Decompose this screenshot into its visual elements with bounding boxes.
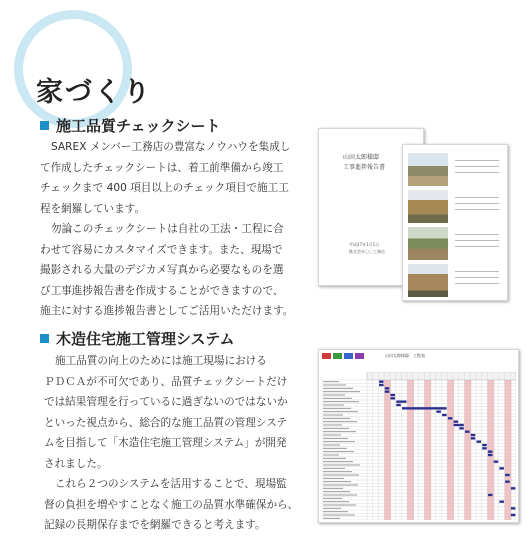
- square-bullet-icon: [40, 121, 49, 130]
- schedule-task-bar: [499, 467, 504, 469]
- text-line: SAREX メンバー工務店の豊富なノウハウを集成し: [51, 141, 291, 153]
- schedule-task-label: [323, 381, 339, 382]
- decorative-circle: [14, 10, 132, 128]
- schedule-task-bar: [476, 441, 481, 443]
- schedule-task-bar: [391, 394, 396, 396]
- schedule-task-label: [323, 438, 348, 439]
- text-line: 程を網羅しています。: [40, 202, 146, 215]
- page-title: 家づくり: [36, 77, 152, 108]
- schedule-task-bar: [459, 427, 464, 429]
- text-line: では結果管理を行っているに過ぎないのではないか: [44, 396, 288, 408]
- site-photo: [408, 264, 448, 297]
- text-line: チェックまで 400 項目以上のチェック項目で施工工: [40, 182, 289, 194]
- schedule-task-bar: [511, 507, 516, 509]
- schedule-task-label: [323, 398, 352, 399]
- photo-caption-lines: [455, 192, 499, 222]
- text-line: ムを目指して「木造住宅施工管理システム」が開発: [44, 437, 287, 449]
- schedule-task-label: [323, 475, 359, 476]
- text-line: わせて容易にカスタマイズできます。また、現場で: [40, 243, 283, 256]
- schedule-task-bar: [379, 384, 384, 386]
- schedule-task-label: [323, 428, 349, 429]
- schedule-task-label: [323, 445, 340, 446]
- cover-title-line: 工事進捗報告書: [343, 164, 386, 171]
- schedule-task-bar: [471, 434, 476, 436]
- schedule-task-label: [323, 518, 340, 519]
- schedule-task-label: [323, 515, 355, 516]
- schedule-task-label: [323, 425, 342, 426]
- schedule-task-label: [323, 415, 343, 416]
- photo-caption-lines: [455, 266, 499, 296]
- schedule-task-bar: [488, 454, 493, 456]
- schedule-task-bar: [488, 494, 493, 496]
- schedule-task-bar: [465, 431, 470, 433]
- schedule-task-label: [323, 461, 353, 462]
- photo-caption-lines: [455, 229, 499, 259]
- schedule-task-label: [323, 451, 354, 452]
- schedule-task-bar: [499, 501, 504, 503]
- text-line: これら２つのシステムを活用することで、現場監: [55, 478, 287, 490]
- text-line: 施工品質の向上のためには施工現場における: [55, 355, 267, 367]
- schedule-task-bar: [396, 404, 401, 406]
- schedule-task-label: [323, 411, 358, 412]
- site-photo: [408, 153, 448, 186]
- schedule-task-label: [323, 478, 344, 479]
- schedule-task-label: [323, 465, 360, 466]
- schedule-task-bar: [385, 391, 390, 393]
- schedule-task-bar: [436, 411, 441, 413]
- section-heading-text: 木造住宅施工管理システム: [56, 330, 235, 348]
- cover-meta-line: 平成27年1月1日: [349, 242, 380, 247]
- schedule-task-label: [323, 418, 350, 419]
- text-line: 施主に対する進捗報告書としてご活用いただけます。: [40, 305, 294, 317]
- schedule-task-label: [323, 508, 341, 509]
- report-cover-title: [343, 153, 385, 173]
- schedule-task-label: [323, 408, 351, 409]
- schedule-task-label: [323, 391, 360, 392]
- schedule-task-bar: [402, 407, 447, 409]
- schedule-task-label: [323, 511, 348, 512]
- text-line: 督の負担を増やすことなく施工の品質水準確保から、: [44, 498, 299, 511]
- schedule-chart-thumbnail: [318, 349, 519, 523]
- schedule-task-bar: [471, 437, 476, 439]
- schedule-task-label: [323, 468, 345, 469]
- text-line: て作成したチェックシートは、着工前準備から竣工: [40, 161, 284, 174]
- schedule-task-bar: [494, 461, 499, 463]
- schedule-task-label: [323, 488, 343, 489]
- section-management-system-heading: [40, 328, 235, 349]
- schedule-task-bar: [391, 397, 396, 399]
- cover-meta-line: 株式会社〇〇工務店: [349, 249, 385, 254]
- schedule-task-bar: [448, 417, 453, 419]
- site-photo: [408, 190, 448, 223]
- report-cover-meta: [349, 241, 385, 255]
- cover-title-line: 山田太郎様邸: [343, 154, 380, 161]
- schedule-task-label: [323, 505, 356, 506]
- schedule-task-label: [323, 448, 347, 449]
- schedule-task-label: [323, 388, 353, 389]
- site-photo: [408, 227, 448, 260]
- schedule-task-label: [323, 431, 356, 432]
- schedule-task-label: [323, 501, 349, 502]
- status-tag: [355, 353, 364, 359]
- text-line: といった視点から、総合的な施工品質の管理システ: [44, 416, 288, 429]
- schedule-task-label: [323, 491, 350, 492]
- section-heading-text: 施工品質チェックシート: [56, 117, 221, 135]
- schedule-task-bar: [482, 444, 487, 446]
- schedule-task-bar: [454, 421, 459, 423]
- schedule-task-label: [323, 395, 345, 396]
- schedule-task-bar: [379, 381, 384, 383]
- square-bullet-icon: [40, 334, 49, 343]
- schedule-task-bar: [505, 474, 510, 476]
- photo-caption-lines: [455, 155, 499, 185]
- section-quality-checksheet-heading: [40, 115, 221, 136]
- text-line: ＰＤＣＡが不可欠であり、品質チェックシートだけ: [44, 375, 288, 388]
- section2-paragraph: [44, 351, 298, 536]
- schedule-task-label: [323, 481, 351, 482]
- schedule-task-label: [323, 421, 357, 422]
- schedule-task-label: [323, 485, 358, 486]
- schedule-task-bar: [488, 451, 493, 453]
- text-line: 記録の長期保存までを網羅できると考えます。: [44, 519, 266, 531]
- schedule-task-label: [323, 458, 346, 459]
- schedule-task-bar: [505, 481, 510, 483]
- text-line: 勿論このチェックシートは自社の工法・工程に合: [51, 223, 284, 235]
- schedule-task-bar: [482, 447, 487, 449]
- schedule-task-bar: [396, 401, 406, 403]
- schedule-task-label: [323, 435, 341, 436]
- schedule-task-label: [323, 455, 339, 456]
- schedule-task-label: [323, 405, 344, 406]
- report-photo-page-thumbnail: [402, 144, 508, 301]
- schedule-grid: [321, 372, 516, 520]
- text-line: されました。: [44, 457, 108, 470]
- schedule-task-label: [323, 498, 342, 499]
- schedule-task-label: [323, 441, 355, 442]
- schedule-task-label: [323, 495, 357, 496]
- schedule-title: 山田太郎様邸 工程表: [385, 353, 425, 358]
- schedule-task-bar: [511, 514, 516, 516]
- schedule-task-bar: [442, 414, 447, 416]
- schedule-task-bar: [511, 487, 516, 489]
- status-tag: [344, 353, 353, 359]
- status-tag: [322, 353, 331, 359]
- text-line: び工事進捗報告書を作成することができますので、: [40, 284, 284, 297]
- schedule-task-label: [323, 471, 352, 472]
- schedule-task-label: [323, 401, 359, 402]
- schedule-task-bar: [454, 424, 464, 426]
- text-line: 撮影される大量のデジカメ写真から必要なものを選: [40, 264, 284, 276]
- schedule-task-label: [323, 385, 346, 386]
- schedule-task-bar: [385, 387, 390, 389]
- section1-paragraph: [40, 137, 293, 322]
- status-tag: [333, 353, 342, 359]
